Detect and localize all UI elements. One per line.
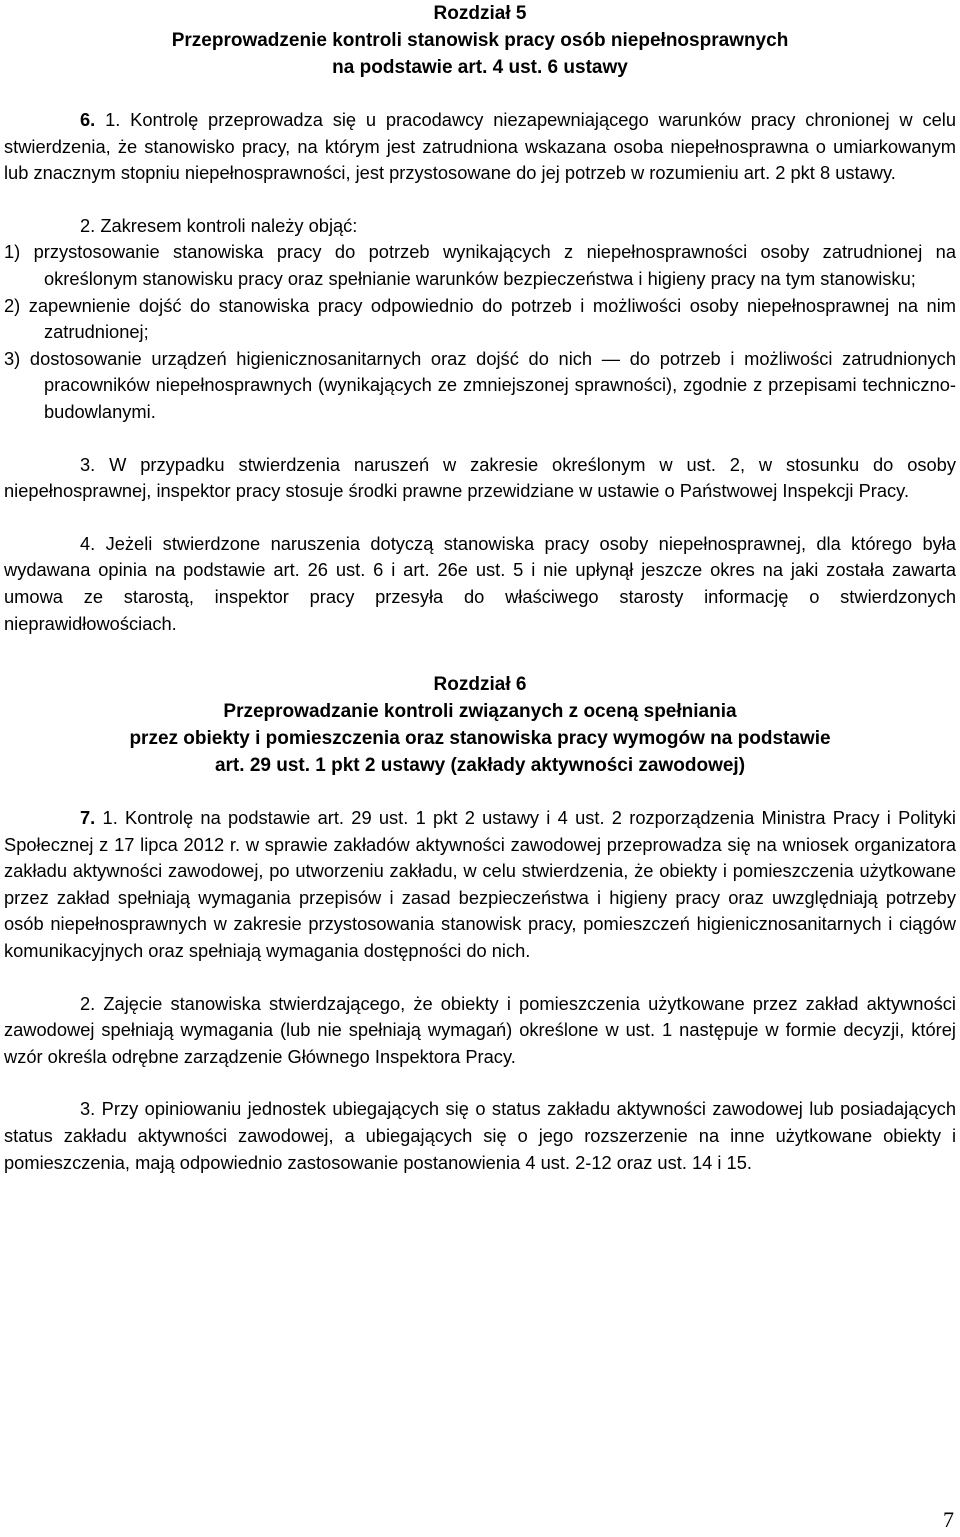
- section-6-paragraph-1: [4, 107, 956, 187]
- section-7-number: 7.: [80, 807, 96, 829]
- section-6-paragraph-4: 4. Jeżeli stwierdzone naruszenia dotyczą stanowiska pracy osoby niepełnosprawnej, dla którego była wydawana opinia na podstawie art. 26 ust. 6 i art. 26e ust. 5 i nie upłynął jeszcze okres na jaki została zawarta umowa ze starostą, inspektor pracy przesyła do właściwego starosty informację o stwierdzonych nieprawidłowościach.: [4, 532, 956, 634]
- section-6-p1-text: 1. Kontrolę przeprowadza się u pracodawcy niezapewniającego warunków pracy chronionej w celu stwierdzenia, że stanowisko pracy, na którym jest zatrudniona wskazana osoba niepełnosprawna o umiarkowanym lub znacznym stopniu niepełnosprawności, jest przystosowane do jej potrzeb w rozumieniu art. 2 pkt 8 ustawy.: [4, 109, 956, 184]
- page-number: 7: [943, 1507, 954, 1532]
- document-page: [4, 0, 956, 1176]
- chapter-6-heading-line-3: art. 29 ust. 1 pkt 2 ustawy (zakłady aktywności zawodowej): [214, 755, 746, 777]
- chapter-5-title: Rozdział 5: [433, 3, 527, 24]
- section-6-item-1: 1) przystosowanie stanowiska pracy do potrzeb wynikających z niepełnosprawności osoby zatrudnionej na określonym stanowisku pracy oraz spełnianie warunków bezpieczeństwa i higieny pracy na tym stanowisku;: [4, 241, 956, 289]
- section-6-item-3: 3) dostosowanie urządzeń higienicznosanitarnych oraz dojść do nich — do potrzeb i możliwości zatrudnionych pracowników niepełnosprawnych (wynikających ze zmniejszonej sprawności), zgodnie z przepisami techniczno-budowlanymi.: [4, 347, 956, 422]
- section-6-number: 6.: [80, 109, 96, 130]
- section-7-paragraph-1: [4, 805, 956, 965]
- chapter-6-title: Rozdział 6: [433, 674, 527, 696]
- section-7-paragraph-2: 2. Zajęcie stanowiska stwierdzającego, że obiekty i pomieszczenia użytkowane przez zakład aktywności zawodowej spełniają wymagania (lub nie spełniają wymagań) określone w ust. 1 następuje w formie decyzji, której wzór określa odrębne zarządzenie Głównego Inspektora Pracy.: [4, 992, 956, 1067]
- section-6-paragraph-3: 3. W przypadku stwierdzenia naruszeń w zakresie określonym w ust. 2, w stosunku do osoby niepełnosprawnej, inspektor pracy stosuje środki prawne przewidziane w ustawie o Państwowej Inspekcji Pracy.: [4, 453, 956, 502]
- section-6-item-2: 2) zapewnienie dojść do stanowiska pracy odpowiednio do potrzeb i możliwości osoby niepełnosprawnej na nim zatrudnionej;: [4, 294, 956, 343]
- chapter-5-heading-line-2: na podstawie art. 4 ust. 6 ustawy: [332, 57, 628, 78]
- chapter-6-heading-line-1: Przeprowadzanie kontroli związanych z oceną spełniania: [223, 701, 737, 723]
- section-6-paragraph-2: 2. Zakresem kontroli należy objąć:: [80, 214, 358, 236]
- section-7-p1-text: 1. Kontrolę na podstawie art. 29 ust. 1 pkt 2 ustawy i 4 ust. 2 rozporządzenia Ministra Pracy i Polityki Społecznej z 17 lipca 2012 r. w sprawie zakładów aktywności zawodowej przeprowadza się na wniosek organizatora zakładu aktywności zawodowej, po utworzeniu zakładu, w celu stwierdzenia, że obiekty i pomieszczenia użytkowane przez zakład spełniają wymagania przepisów i zasad bezpieczeństwa i higieny pracy oraz uwzględniają potrzeby osób niepełnosprawnych w zakresie przystosowania stanowisk pracy, pomieszczeń higienicznosanitarnych i ciągów komunikacyjnych oraz spełniają wymagania dostępności do nich.: [4, 807, 956, 962]
- chapter-5-heading-line-1: Przeprowadzenie kontroli stanowisk pracy osób niepełnosprawnych: [171, 30, 789, 51]
- section-7-paragraph-3: 3. Przy opiniowaniu jednostek ubiegających się o status zakładu aktywności zawodowej lub posiadających status zakładu aktywności zawodowej, a ubiegających się o jego rozszerzenie na inne użytkowane obiekty i pomieszczenia, mają odpowiednio zastosowanie postanowienia 4 ust. 2-12 oraz ust. 14 i 15.: [4, 1098, 956, 1173]
- chapter-6-heading-line-2: przez obiekty i pomieszczenia oraz stanowiska pracy wymogów na podstawie: [129, 728, 831, 750]
